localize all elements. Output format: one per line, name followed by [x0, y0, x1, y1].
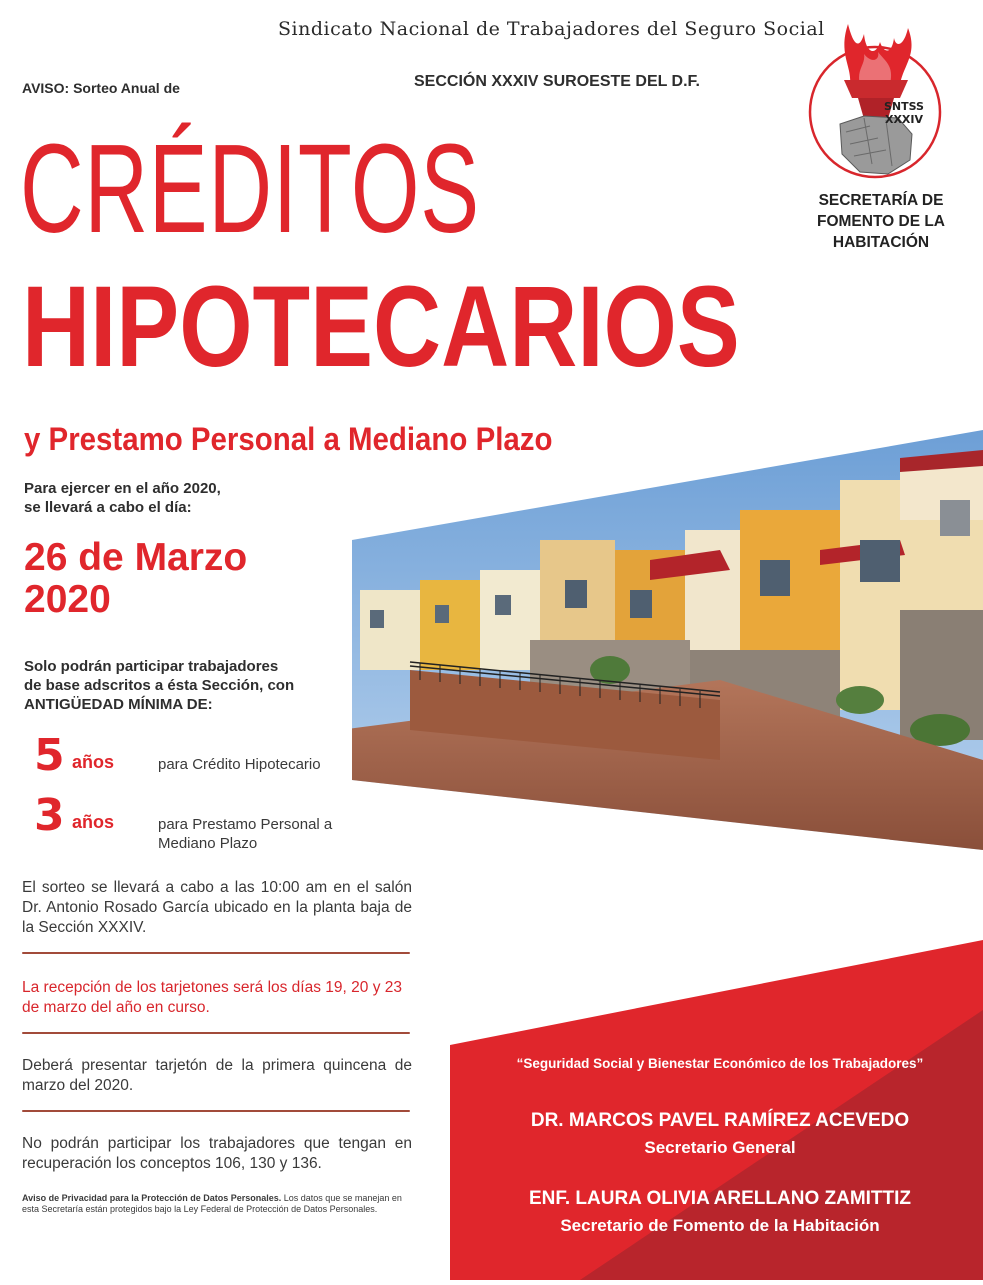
subtitle: y Prestamo Personal a Mediano Plazo: [24, 421, 553, 457]
event-date-year: 2020: [24, 578, 111, 621]
slogan: “Seguridad Social y Bienestar Económico de los Trabajadores”: [516, 1056, 924, 1071]
logo-caption-line: FOMENTO DE LA: [816, 213, 946, 230]
sntss-logo: [800, 14, 950, 184]
privacy-body: Los datos que se manejan en esta Secretaría están protegidos bajo la Ley Federal de Protección de Datos Personales.: [22, 1193, 402, 1214]
privacy-notice: [22, 1193, 414, 1215]
event-intro-line: se llevará a cabo el día:: [24, 499, 192, 516]
requirement-mortgage: [34, 730, 394, 780]
requirement-personal-loan: [34, 790, 394, 860]
logo-caption-line: HABITACIÓN: [832, 234, 930, 251]
logo-caption-line: SECRETARÍA DE: [818, 192, 944, 209]
requirement-description: para Prestamo Personal a Mediano Plazo: [158, 816, 333, 852]
logo-text-line2: XXXIV: [884, 113, 924, 126]
event-date-day: 26 de Marzo: [24, 536, 248, 579]
event-intro: [24, 479, 284, 517]
housing-complex-photo: [340, 430, 983, 850]
logo-text-line1: SNTSS: [884, 100, 924, 113]
person2-name: ENF. LAURA OLIVIA ARELLANO ZAMITTIZ: [528, 1188, 912, 1209]
notice-label: AVISO: Sorteo Anual de: [22, 80, 180, 96]
eligibility-emphasis: ANTIGÜEDAD MÍNIMA DE:: [24, 696, 213, 713]
eligibility-line: de base adscritos a ésta Sección, con: [24, 677, 295, 694]
eligibility-line: Solo podrán participar trabajadores: [24, 658, 279, 675]
event-intro-line: Para ejercer en el año 2020,: [24, 480, 221, 497]
section-name: SECCIÓN XXXIV SUROESTE DEL D.F.: [414, 73, 700, 90]
requirement-unit: años: [72, 752, 115, 772]
requirement-years: 3: [34, 790, 65, 841]
title-hipotecarios: HIPOTECARIOS: [22, 263, 740, 391]
person2-title: Secretario de Fomento de la Habitación: [560, 1216, 880, 1235]
union-name: Sindicato Nacional de Trabajadores del Seguro Social: [278, 18, 825, 40]
person1-name: DR. MARCOS PAVEL RAMÍREZ ACEVEDO: [530, 1110, 910, 1131]
reception-info: La recepción de los tarjetones será los días 19, 20 y 23 de marzo del año en curso.: [22, 979, 402, 1016]
requirement-description: para Crédito Hipotecario: [158, 756, 321, 773]
exclusion-info: No podrán participar los trabajadores que tengan en recuperación los conceptos 106, 130 y 136.: [22, 1135, 412, 1172]
privacy-title: Aviso de Privacidad para la Protección de Datos Personales.: [22, 1193, 282, 1203]
document-info: Deberá presentar tarjetón de la primera quincena de marzo del 2020.: [22, 1057, 412, 1094]
divider: [22, 952, 410, 954]
torch-emblem-icon: [800, 14, 950, 184]
requirement-unit: años: [72, 812, 115, 832]
event-date: [24, 537, 247, 621]
logo-caption: [808, 190, 954, 253]
title-creditos: CRÉDITOS: [20, 118, 480, 259]
location-info: El sorteo se llevará a cabo a las 10:00 am en el salón Dr. Antonio Rosado García ubicado en la planta baja de la Sección XXXIV.: [22, 879, 412, 936]
divider: [22, 1032, 410, 1034]
divider: [22, 1110, 410, 1112]
requirement-years: 5: [34, 730, 65, 781]
eligibility-text: [24, 657, 354, 714]
person1-title: Secretario General: [644, 1138, 796, 1157]
